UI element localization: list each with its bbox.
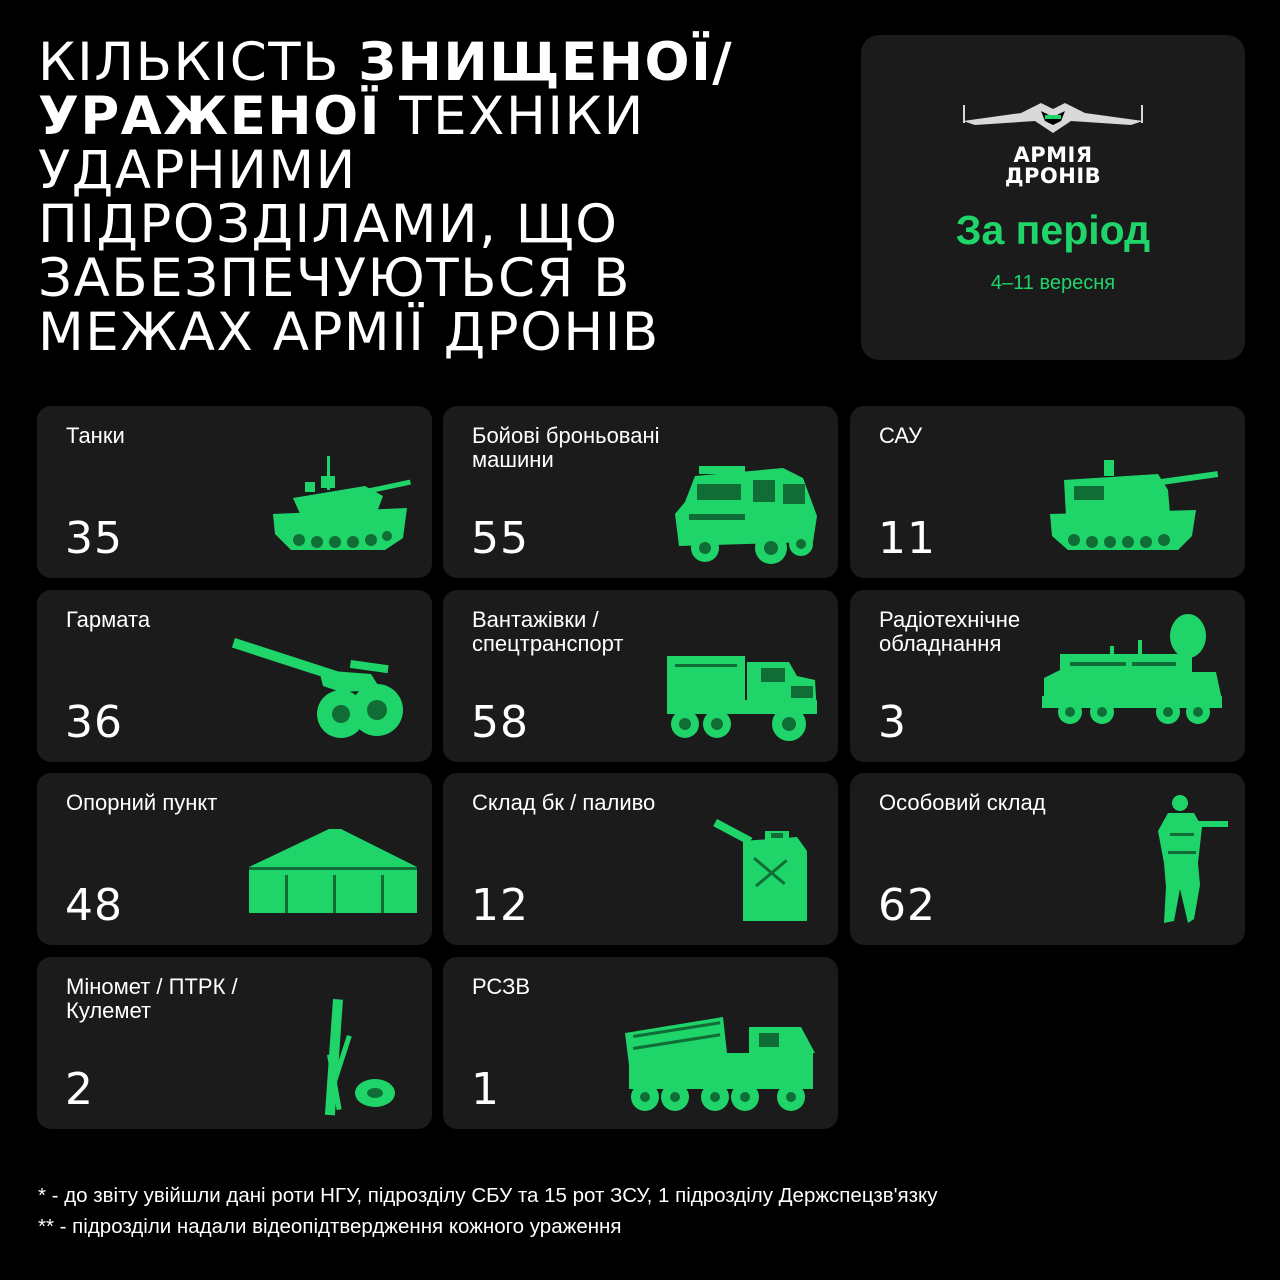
category-label: Радіотехнічне обладнання (879, 607, 1021, 656)
footnote: * - до звіту увійшли дані роти НГУ, підрозділу СБУ та 15 рот ЗСУ, 1 підрозділу Держспецзв'язку (38, 1184, 938, 1207)
headline-text: КІЛЬКІСТЬ (38, 32, 359, 93)
category-label: Танки (66, 423, 125, 448)
category-card (443, 773, 838, 945)
period-label: За період (955, 207, 1151, 253)
category-label: Гармата (66, 607, 151, 632)
headline-text: МЕЖАХ АРМІЇ ДРОНІВ (38, 302, 660, 363)
category-label: Опорний пункт (66, 790, 218, 815)
self-propelled-gun-icon (1046, 454, 1226, 556)
fuel-canister-icon (713, 813, 813, 925)
footnotes (38, 1180, 937, 1242)
headline-emphasis: УРАЖЕНОЇ (38, 86, 381, 147)
category-card (37, 406, 432, 578)
category-value: 2 (65, 1064, 94, 1115)
brand-name: АРМІЯ ДРОНІВ (1004, 143, 1102, 188)
category-value: 1 (471, 1064, 500, 1115)
page-headline (38, 32, 838, 363)
category-card (850, 773, 1245, 945)
category-card (443, 957, 838, 1129)
headline-text: ЗАБЕЗПЕЧУЮТЬСЯ В (38, 248, 632, 309)
category-value: 12 (471, 880, 529, 931)
category-label: Склад бк / паливо (472, 790, 656, 815)
category-card (443, 590, 838, 762)
category-value: 48 (65, 880, 123, 931)
category-value: 55 (471, 513, 529, 564)
footnote: ** - підрозділи надали відеопідтвердження кожного ураження (38, 1215, 622, 1238)
period-dates: 4–11 вересня (990, 272, 1116, 294)
armored-vehicle-icon (671, 462, 821, 566)
mortar-icon (303, 995, 415, 1119)
category-card (443, 406, 838, 578)
truck-icon (665, 652, 821, 750)
soldier-icon (1150, 793, 1230, 927)
category-card (37, 590, 432, 762)
category-value: 62 (878, 880, 936, 931)
category-value: 11 (878, 513, 936, 564)
category-label: Міномет / ПТРК /Кулемет (66, 974, 238, 1023)
headline-emphasis: ЗНИЩЕНОЇ/ (358, 32, 734, 93)
headline-text: УДАРНИМИ (38, 140, 357, 201)
drone-logo-icon (961, 99, 1145, 139)
category-label: САУ (879, 423, 923, 448)
period-card (861, 35, 1245, 360)
headline-text: ПІДРОЗДІЛАМИ, ЩО (38, 194, 619, 255)
category-card (850, 590, 1245, 762)
category-label: Вантажівки / спецтранспорт (472, 607, 624, 656)
category-card (37, 957, 432, 1129)
radar-vehicle-icon (1040, 612, 1226, 728)
category-label: Бойові броньовані машини (472, 423, 660, 472)
category-value: 58 (471, 697, 529, 748)
category-value: 3 (878, 697, 907, 748)
category-value: 35 (65, 513, 123, 564)
mlrs-icon (619, 1013, 819, 1117)
artillery-gun-icon (231, 630, 407, 746)
category-card (37, 773, 432, 945)
category-value: 36 (65, 697, 123, 748)
category-card (850, 406, 1245, 578)
category-label: Особовий склад (879, 790, 1046, 815)
headline-text: ТЕХНІКИ (380, 86, 645, 147)
tank-icon (265, 446, 415, 556)
tent-icon (245, 827, 421, 917)
category-label: РСЗВ (472, 974, 531, 999)
